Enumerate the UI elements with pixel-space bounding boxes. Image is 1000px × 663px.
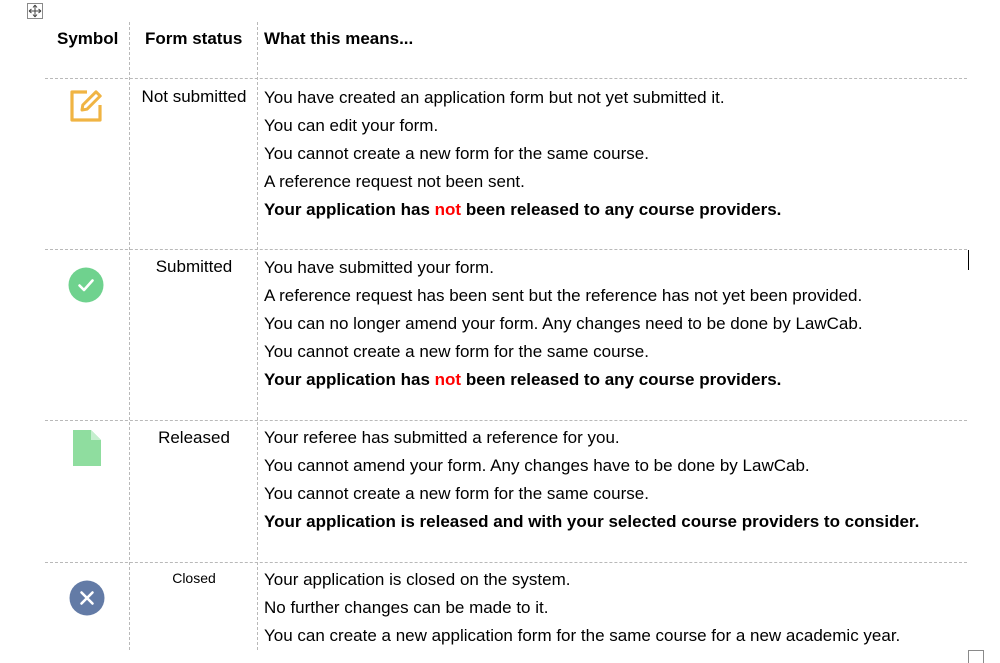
column-divider <box>129 22 130 650</box>
check-circle-icon <box>68 267 104 308</box>
row-divider <box>45 78 967 79</box>
header-symbol: Symbol <box>57 29 119 48</box>
row-divider <box>45 420 967 421</box>
meaning-line: You can create a new application form for the same course for a new academic year. <box>264 626 901 645</box>
column-divider <box>257 22 258 650</box>
meaning-closed <box>264 566 964 650</box>
release-note-text: been released to any course providers. <box>461 200 782 219</box>
release-note-text: Your application has <box>264 200 435 219</box>
meaning-line: You have created an application form but not yet submitted it. <box>264 88 725 107</box>
meaning-line: Your application is closed on the system. <box>264 570 571 589</box>
status-submitted: Submitted <box>155 257 233 276</box>
release-note-highlight: not <box>434 370 462 389</box>
row-divider <box>45 249 967 250</box>
meaning-not-submitted <box>264 84 964 224</box>
status-released: Released <box>158 428 230 447</box>
meaning-line: A reference request not been sent. <box>264 172 525 191</box>
table-resize-handle[interactable] <box>968 650 984 663</box>
release-note-highlight: not <box>434 200 462 219</box>
meaning-line: You have submitted your form. <box>264 258 494 277</box>
meaning-line: You cannot create a new form for the same course. <box>264 342 649 361</box>
release-note <box>264 366 964 394</box>
meaning-line: You can no longer amend your form. Any changes need to be done by LawCab. <box>264 314 863 333</box>
meaning-line: No further changes can be made to it. <box>264 598 549 617</box>
header-meaning: What this means... <box>264 29 414 48</box>
document-icon <box>73 430 101 471</box>
move-arrows-icon <box>28 4 42 18</box>
meaning-line: Your referee has submitted a reference for you. <box>264 428 620 447</box>
release-note <box>264 196 964 224</box>
meaning-line: You can edit your form. <box>264 116 439 135</box>
meaning-submitted <box>264 254 964 394</box>
text-cursor <box>968 250 969 270</box>
close-circle-icon <box>69 580 105 621</box>
header-form-status: Form status <box>145 29 243 48</box>
release-note-text: been released to any course providers. <box>461 370 782 389</box>
meaning-line: You cannot create a new form for the same course. <box>264 144 649 163</box>
release-note-text: Your application has <box>264 370 435 389</box>
edit-icon <box>68 88 104 129</box>
meaning-line: A reference request has been sent but the reference has not yet been provided. <box>264 286 863 305</box>
row-divider <box>45 562 967 563</box>
release-note: Your application is released and with your selected course providers to consider. <box>264 512 920 531</box>
table-move-handle[interactable] <box>27 3 43 19</box>
status-closed: Closed <box>172 570 216 586</box>
meaning-line: You cannot create a new form for the same course. <box>264 484 649 503</box>
meaning-line: You cannot amend your form. Any changes have to be done by LawCab. <box>264 456 810 475</box>
meaning-released <box>264 424 964 536</box>
status-not-submitted: Not submitted <box>141 87 247 106</box>
